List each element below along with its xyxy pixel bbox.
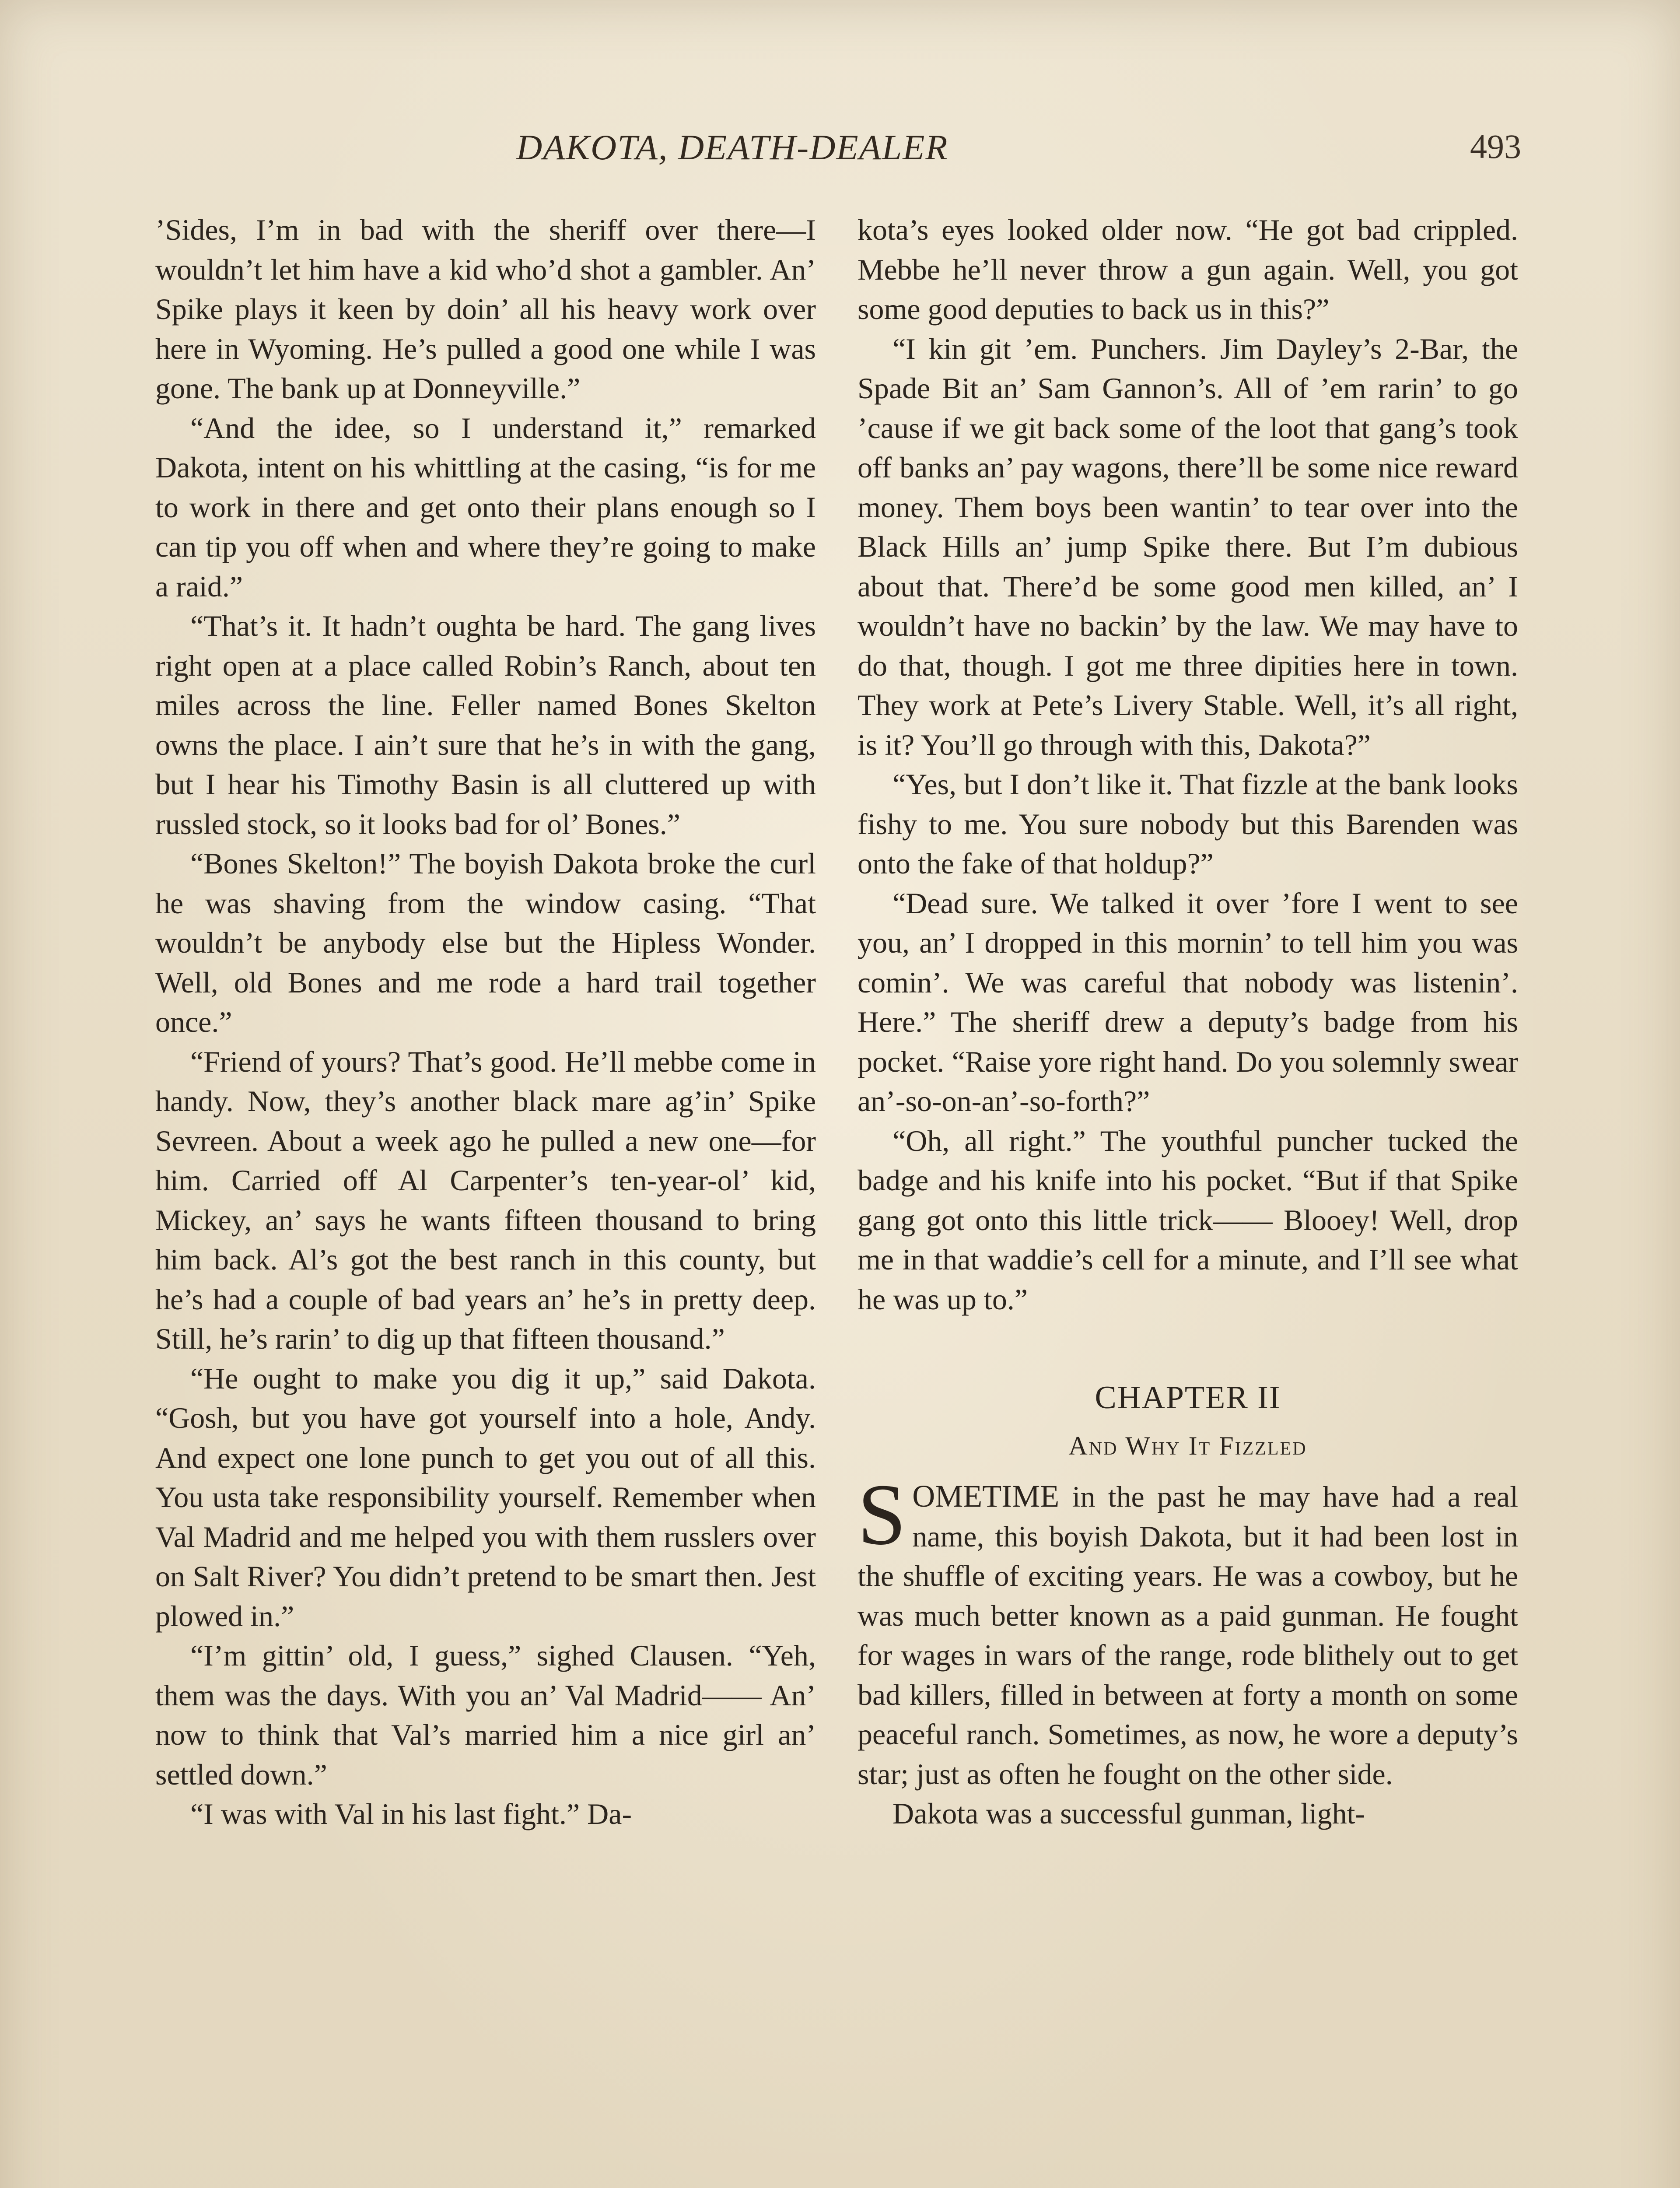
paragraph: Dakota was a successful gunman, light- [892, 1797, 1365, 1830]
paragraph: “Yes, but I don’t like it. That fizzle at the bank looks fishy to me. You sure nobody but this Barenden was onto the fake of that holdup?” [858, 768, 1518, 880]
paragraph: “Dead sure. We talked it over ’fore I went to see you, an’ I dropped in this mornin’ to tell him you was comin’. We was careful that nobody was listenin’. Here.” The sheriff drew a deputy’s badge from his pocket. “Raise yore right hand. Do you solemnly swear an’-so-on-an’-so-forth?” [858, 886, 1518, 1118]
paragraph: “Bones Skelton!” The boyish Dakota broke the curl he was shaving from the window casing. “That wouldn’t be anybody else but the Hipless Wonder. Well, old Bones and me rode a hard trail together once.” [155, 847, 816, 1038]
paragraph: “And the idee, so I understand it,” remarked Dakota, intent on his whittling at the casing, “is for me to work in there and get onto their plans enough so I can tip you off when and where they’re going to make a raid.” [155, 411, 816, 603]
chapter-opening-paragraph [858, 1466, 1518, 1794]
paragraph: “He ought to make you dig it up,” said Dakota. “Gosh, but you have got yourself into a hole, Andy. And expect one lone punch to get you out of all this. You usta take responsibility yourself. Remember when Val Madrid and me helped you with them russlers over on Salt River? You didn’t pretend to be smart then. Jest plowed in.” [155, 1361, 816, 1633]
paragraph: ’Sides, I’m in bad with the sheriff over there—I wouldn’t let him have a kid who’d shot a gambler. An’ Spike plays it keen by doin’ all his heavy work over here in Wyoming. He’s pulled a good one while I was gone. The bank up at Donneyville.” [155, 213, 816, 405]
opening-word: OMETIME [912, 1479, 1060, 1514]
paragraph: “I was with Val in his last fight.” Da- [190, 1797, 632, 1830]
paragraph: “I’m gittin’ old, I guess,” sighed Clausen. “Yeh, them was the days. With you an’ Val Madrid—— An’ now to think that Val’s married him a nice girl an’ settled down.” [155, 1639, 816, 1791]
drop-cap: S [858, 1466, 906, 1563]
chapter-subtitle: And Why It Fizzled [1068, 1431, 1307, 1460]
paragraph: kota’s eyes looked older now. “He got bad crippled. Mebbe he’ll never throw a gun again. Well, you got some good deputies to back us in this?” [858, 213, 1518, 326]
paragraph: “I kin git ’em. Punchers. Jim Dayley’s 2-Bar, the Spade Bit an’ Sam Gannon’s. All of ’em rarin’ to go ’cause if we git back some of the loot that gang’s took off banks an’ pay wagons, there’ll be some nice reward money. Them boys been wantin’ to tear over into the Black Hills an’ jump Spike there. But I’m dubious about that. There’d be some good men killed, an’ I wouldn’t have no backin’ by the law. We may have to do that, though. I got me three dipities here in town. They work at Pete’s Livery Stable. Well, it’s all right, is it? You’ll go through with this, Dakota?” [858, 332, 1518, 761]
left-column [155, 210, 816, 1834]
paragraph: “That’s it. It hadn’t oughta be hard. The gang lives right open at a place called Robin’s Ranch, about ten miles across the line. Feller named Bones Skelton owns the place. I ain’t sure that he’s in with the gang, but I hear his Timothy Basin is all cluttered up with russled stock, so it looks bad for ol’ Bones.” [155, 609, 816, 841]
chapter-title: CHAPTER II [1095, 1380, 1281, 1416]
running-title: DAKOTA, DEATH-DEALER [516, 127, 948, 167]
paragraph: “Oh, all right.” The youthful puncher tucked the badge and his knife into his pocket. “But if that Spike gang got onto this little trick—— Blooey! Well, drop me in that waddie’s cell for a minute, and I’ll see what he was up to.” [858, 1124, 1518, 1316]
page-number: 493 [1470, 127, 1521, 165]
paragraph: “Friend of yours? That’s good. He’ll mebbe come in handy. Now, they’s another black mare ag’in’ Spike Sevreen. About a week ago he pulled a new one—for him. Carried off Al Carpenter’s ten-year-ol’ kid, Mickey, an’ says he wants fifteen thousand to bring him back. Al’s got the best ranch in this county, but he’s had a couple of bad years an’ he’s in pretty deep. Still, he’s rarin’ to dig up that fifteen thousand.” [155, 1045, 816, 1355]
opening-text: in the past he may have had a real name, this boyish Dakota, but it had been lost in the shuffle of exciting years. He was a cowboy, but he was much better known as a paid gunman. He fought for wages in wars of the range, rode blithely out to get bad killers, filled in between at forty a month on some peaceful ranch. Sometimes, as now, he wore a deputy’s star; just as often he fought on the other side. [858, 1480, 1518, 1791]
right-column [858, 210, 1518, 1834]
